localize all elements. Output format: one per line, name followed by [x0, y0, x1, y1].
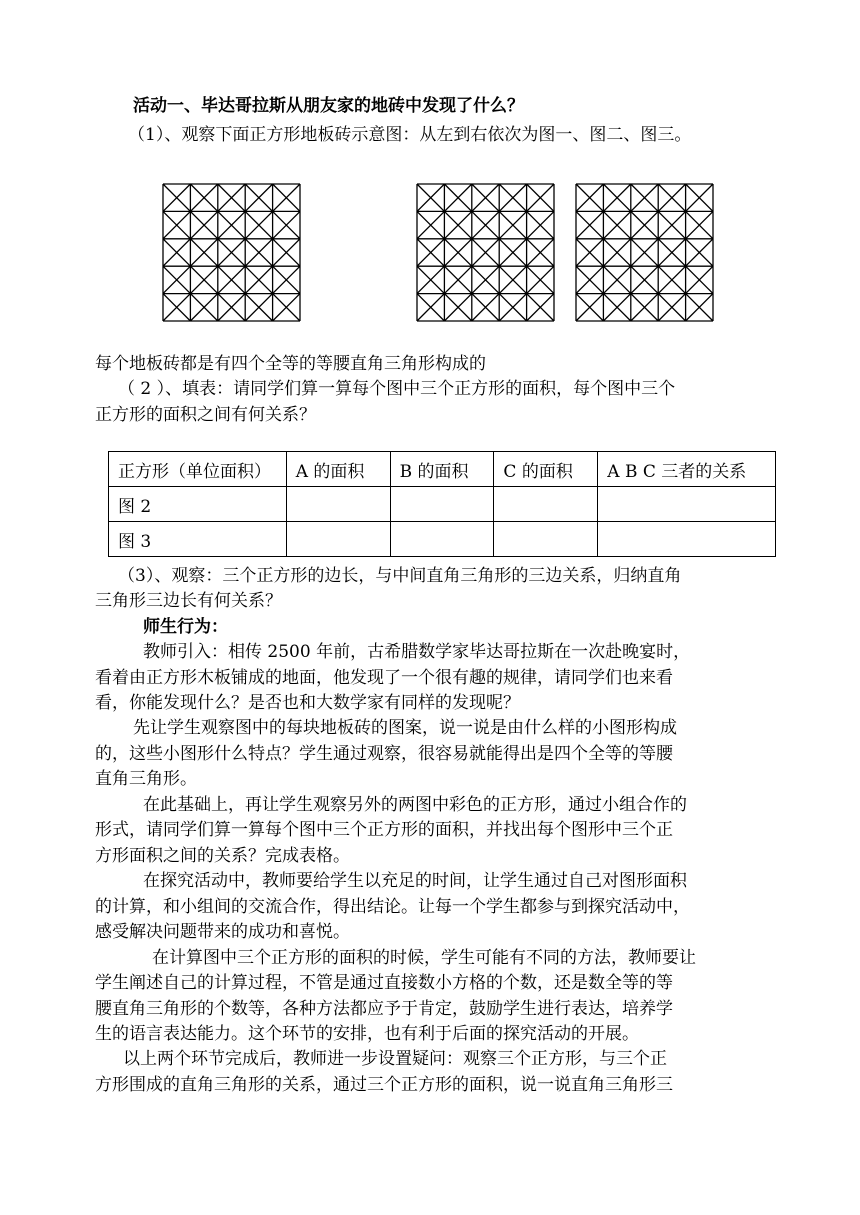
paragraph-line: 在探究活动中，教师要给学生以充足的时间，让学生通过自己对图形面积: [143, 871, 687, 891]
header-cell: 正方形（单位面积）: [109, 452, 287, 487]
figure-three-tiles: [575, 183, 714, 322]
figure-two-tiles: [416, 183, 555, 322]
paragraph-line: 直角三角形。: [95, 769, 197, 789]
paragraph-line: 教师引入：相传 2500 年前，古希腊数学家毕达哥拉斯在一次赴晚宴时，: [143, 642, 691, 662]
paragraph-line: 的，这些小图形什么特点？学生通过观察，很容易就能得出是四个全等的等腰: [95, 744, 673, 764]
table-cell[interactable]: [598, 522, 776, 557]
header-cell: A 的面积: [286, 452, 390, 487]
paragraph-line: 的计算，和小组间的交流合作，得出结论。让每一个学生都参与到探究活动中，: [95, 897, 690, 917]
paragraph-line: 生的语言表达能力。这个环节的安排，也有利于后面的探究活动的开展。: [95, 1024, 639, 1044]
table-cell[interactable]: [494, 522, 598, 557]
header-cell: A B C 三者的关系: [598, 452, 776, 487]
paragraph-line: 学生阐述自己的计算过程，不管是通过直接数小方格的个数，还是数全等的等: [95, 973, 673, 993]
step-1-text: （1）、观察下面正方形地板砖示意图：从左到右依次为图一、图二、图三。: [128, 125, 692, 145]
table-cell[interactable]: [286, 522, 390, 557]
paragraph-line: 先让学生观察图中的每块地板砖的图案，说一说是由什么样的小图形构成: [133, 718, 677, 738]
paragraph-line: 方形围成的直角三角形的关系，通过三个正方形的面积，说一说直角三角形三: [95, 1075, 673, 1095]
teacher-student-heading: 师生行为：: [143, 617, 228, 637]
paragraph-line: 看着由正方形木板铺成的地面，他发现了一个很有趣的规律，请同学们也来看: [95, 668, 673, 688]
paragraph-line: 看，你能发现什么？是否也和大数学家有同样的发现呢？: [95, 693, 520, 713]
table-row: [109, 487, 776, 522]
area-table: [108, 451, 776, 557]
paragraph-line: 感受解决问题带来的成功和喜悦。: [95, 922, 350, 942]
table-header-row: [109, 452, 776, 487]
row-label: 图 2: [109, 487, 287, 522]
step-3-line-1: （3）、观察：三个正方形的边长，与中间直角三角形的三边关系，归纳直角: [118, 566, 682, 586]
paragraph-line: 方形面积之间的关系？完成表格。: [95, 846, 350, 866]
table-cell[interactable]: [390, 487, 494, 522]
paragraph-line: 以上两个环节完成后，教师进一步设置疑问：观察三个正方形，与三个正: [123, 1049, 667, 1069]
header-cell: C 的面积: [494, 452, 598, 487]
tile-caption: 每个地板砖都是有四个全等的等腰直角三角形构成的: [95, 354, 486, 374]
header-cell: B 的面积: [390, 452, 494, 487]
activity-heading: 活动一、毕达哥拉斯从朋友家的地砖中发现了什么？: [133, 96, 524, 116]
table-row: [109, 522, 776, 557]
paragraph-line: 在此基础上，再让学生观察另外的两图中彩色的正方形，通过小组合作的: [143, 795, 687, 815]
table-cell[interactable]: [390, 522, 494, 557]
table-cell[interactable]: [286, 487, 390, 522]
paragraph-line: 形式，请同学们算一算每个图中三个正方形的面积，并找出每个图形中三个正: [95, 820, 673, 840]
step-2-line-2: 正方形的面积之间有何关系？: [95, 405, 316, 425]
table-cell[interactable]: [494, 487, 598, 522]
step-2-line-1: （ 2 ）、填表：请同学们算一算每个图中三个正方形的面积，每个图中三个: [118, 379, 676, 399]
table-cell[interactable]: [598, 487, 776, 522]
step-3-line-2: 三角形三边长有何关系？: [95, 591, 282, 611]
paragraph-line: 腰直角三角形的个数等，各种方法都应予于肯定，鼓励学生进行表达，培养学: [95, 999, 673, 1019]
paragraph-line: 在计算图中三个正方形的面积的时候，学生可能有不同的方法，教师要让: [152, 948, 696, 968]
row-label: 图 3: [109, 522, 287, 557]
figure-one-tiles: [162, 183, 301, 322]
